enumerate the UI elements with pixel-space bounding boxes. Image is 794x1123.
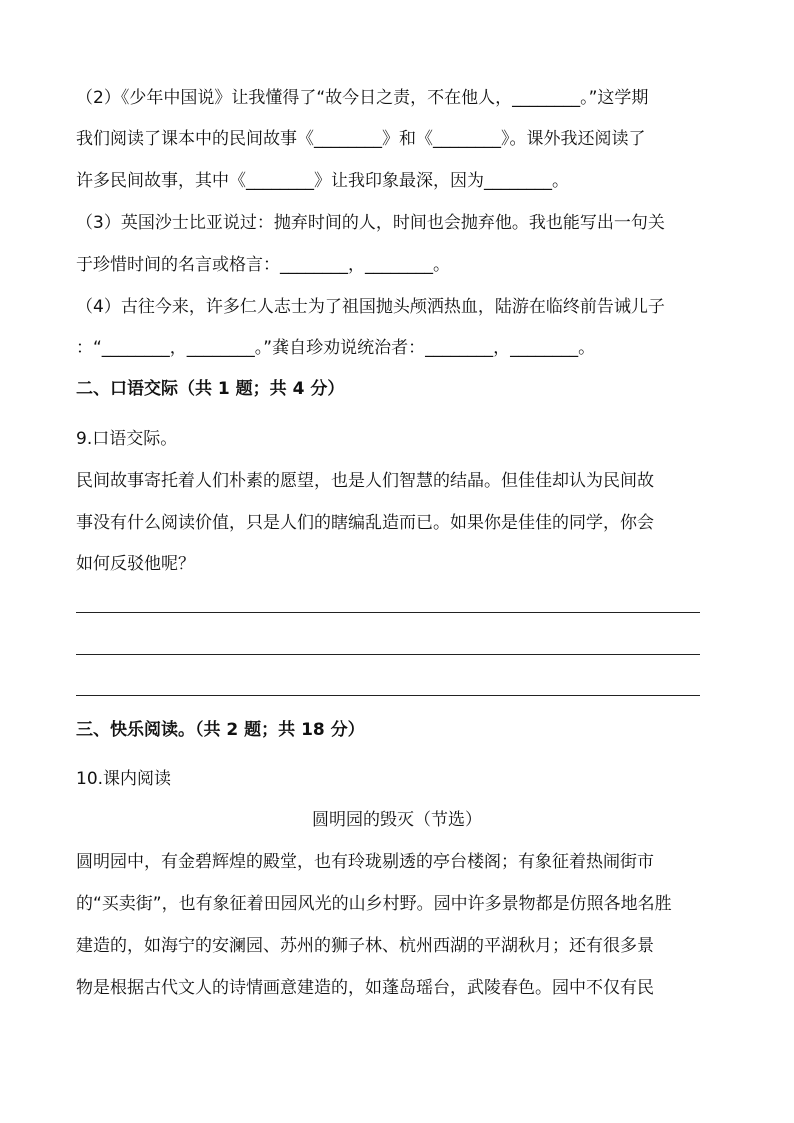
passage-line-2: 的“买卖街”，也有象征着田园风光的山乡村野。园中许多景物都是仿照各地名胜 [76,894,672,914]
q8-item2-line1: （2）《少年中国说》让我懂得了“故今日之责，不在他人，________。”这学期 [76,88,649,108]
q9-prompt-line2: 事没有什么阅读价值，只是人们的瞎编乱造而已。如果你是佳佳的同学，你会 [76,513,654,533]
q8-item2-line2: 我们阅读了课本中的民间故事《________》和《________》。课外我还阅读了 [76,129,646,149]
q8-item3-line1: （3）英国沙士比亚说过：抛弃时间的人，时间也会抛弃他。我也能写出一句关 [76,213,665,233]
passage-line-4: 物是根据古代文人的诗情画意建造的，如蓬岛瑶台，武陵春色。园中不仅有民 [76,978,654,998]
q9-prompt-line3: 如何反驳他呢？ [76,554,195,574]
passage-line-1: 圆明园中，有金碧辉煌的殿堂，也有玲珑剔透的亭台楼阁；有象征着热闹街市 [76,852,654,872]
answer-line-3[interactable] [76,695,700,696]
q10-title: 10.课内阅读 [76,769,172,789]
q8-item4-line2: ：“________，________。”龚自珍劝说统治者：________，________。 [76,338,596,358]
passage-title: 圆明园的毁灭（节选） [312,810,482,830]
q8-item3-line2: 于珍惜时间的名言或格言：________，________。 [76,255,450,275]
passage-line-3: 建造的，如海宁的安澜园、苏州的狮子林、杭州西湖的平湖秋月；还有很多景 [76,936,654,956]
q8-item2-line3: 许多民间故事，其中《________》让我印象最深，因为________。 [76,171,569,191]
section2-heading: 二、口语交际（共 1 题；共 4 分） [76,379,345,399]
answer-line-2[interactable] [76,654,700,655]
section3-heading: 三、快乐阅读。（共 2 题；共 18 分） [76,720,365,740]
q9-title: 9.口语交际。 [76,429,178,449]
q8-item4-line1: （4）古往今来，许多仁人志士为了祖国抛头颅洒热血，陆游在临终前告诫儿子 [76,297,665,317]
q9-prompt-line1: 民间故事寄托着人们朴素的愿望，也是人们智慧的结晶。但佳佳却认为民间故 [76,471,654,491]
answer-line-1[interactable] [76,612,700,613]
